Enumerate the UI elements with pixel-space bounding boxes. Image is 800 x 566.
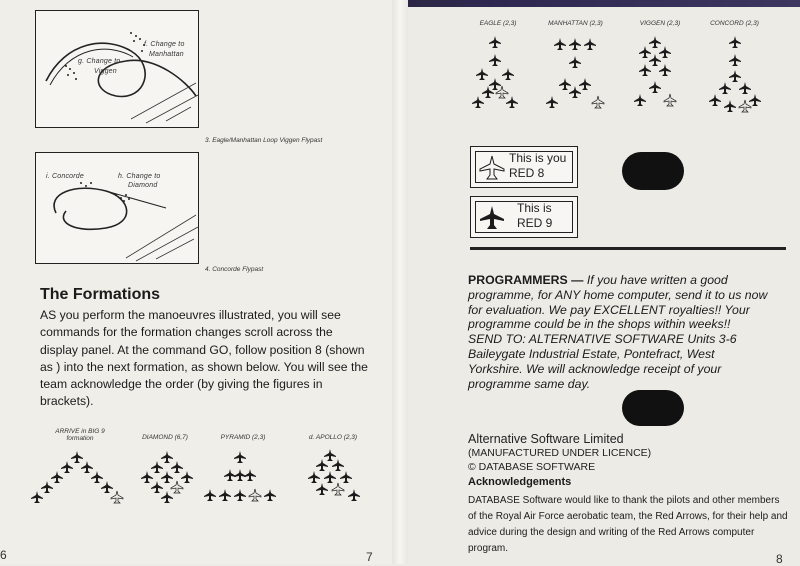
black-oval-mark <box>622 152 684 190</box>
acknowledgements-heading: Acknowledgements <box>468 476 572 488</box>
formation-apollo-icon <box>308 449 360 501</box>
company-name: Alternative Software Limited <box>468 432 624 446</box>
right-formation-diagrams <box>460 32 790 122</box>
programmers-notice <box>468 273 768 391</box>
horizontal-rule <box>470 247 786 250</box>
formation-pyramid-icon <box>204 451 276 501</box>
red9-message-box <box>470 196 578 238</box>
left-formation-diagrams <box>25 445 396 515</box>
diagram-eagle-manhattan-viggen <box>35 10 199 128</box>
formation-concord-icon <box>709 36 761 112</box>
formation-viggen-icon <box>634 36 676 106</box>
diagram1-caption: 3. Eagle/Manhattan Loop Viggen Flypast <box>205 137 323 144</box>
company-copyright: © DATABASE SOFTWARE <box>468 461 596 473</box>
diagram2-label-h: h. Change to <box>118 173 161 180</box>
page-number-6: 6 <box>0 548 7 562</box>
formation-label-viggen: VIGGEN (2,3) <box>639 20 681 27</box>
diagram2-label-i: i. Concorde <box>46 173 84 180</box>
formation-label-apollo: d. APOLLO (2,3) <box>308 434 358 441</box>
page-number-8: 8 <box>776 552 783 566</box>
section-heading: The Formations <box>40 286 161 303</box>
diagram1-label-g: g. Change to <box>78 58 121 65</box>
page-number-7: 7 <box>366 550 373 564</box>
acknowledgements-body: DATABASE Software would like to thank the pilots and other members of the Royal Air Force aerobatic team, the Red Arrows, for their help and advice during the design and writing of the Red Arrows computer program. <box>468 495 788 554</box>
programmers-lead: PROGRAMMERS — <box>468 273 584 287</box>
black-oval-mark-2 <box>622 390 684 426</box>
diagram1-label-f: f. Change to <box>144 41 185 48</box>
formation-manhattan-icon <box>546 38 604 108</box>
red8-line2: RED 8 <box>509 166 545 180</box>
left-page <box>0 0 396 564</box>
company-licence: (MANUFACTURED UNDER LICENCE) <box>468 447 652 459</box>
page-gutter <box>392 0 408 564</box>
red9-line2: RED 9 <box>517 216 553 230</box>
formation-eagle-icon <box>472 36 518 108</box>
programmers-text: If you have written a good programme, for ANY home computer, send it to us now for evaluation. We pay EXCELLENT royalties!! Your programme could be in the shops within weeks!! SEND TO: ALTERNATIVE SOFTWARE Units 3-6 Baileygate Industrial Estate, Pontefract, West Yorkshire. We will acknowledge receipt of your programme same day. <box>468 273 768 391</box>
red8-message-box <box>470 146 578 188</box>
red9-line1: This is <box>517 201 552 215</box>
diagram-concorde-flypast <box>35 152 199 264</box>
diagram1-label-g2: Viggen <box>94 68 117 75</box>
formation-label-arrive: ARRIVE in BIG 9 formation <box>55 428 105 442</box>
formation-label-pyramid: PYRAMID (2,3) <box>220 434 266 441</box>
formations-body-text: AS you perform the manoeuvres illustrated, you will see commands for the formation changes scroll across the display panel. At the command GO, follow position 8 (shown as ) into the next formation, as shown below. You will see the team acknowledge the order (by giving the figures in brackets). <box>40 308 368 409</box>
diagram2-label-h2: Diamond <box>128 182 158 189</box>
formation-diamond-icon <box>141 451 193 503</box>
diagram1-label-f2: Manhattan <box>149 51 184 58</box>
flight-path-diagram-2 <box>36 153 198 263</box>
diagram2-caption: 4. Concorde Flypast <box>205 266 264 273</box>
solid-jet-icon <box>479 205 505 231</box>
red8-line1: This is you <box>509 151 567 165</box>
formation-label-concord: CONCORD (2,3) <box>710 20 759 27</box>
flight-path-diagram <box>36 11 198 127</box>
formation-label-eagle: EAGLE (2,3) <box>479 20 517 27</box>
outline-jet-icon <box>479 155 505 181</box>
formation-label-diamond: DIAMOND (6,7) <box>142 434 188 441</box>
formation-arrive-icon <box>31 451 123 503</box>
formation-label-manhattan: MANHATTAN (2,3) <box>548 20 603 27</box>
